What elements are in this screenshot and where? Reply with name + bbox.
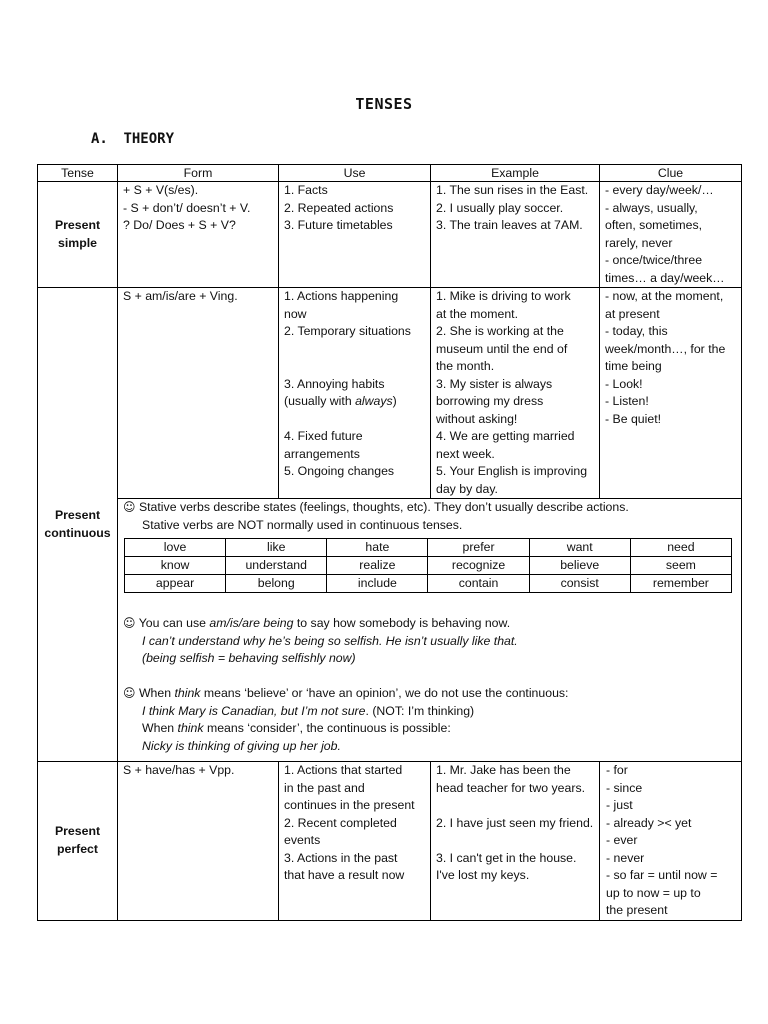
verb-cell: understand [226,557,327,575]
verbs-row [125,539,732,557]
verb-cell: like [226,539,327,557]
form-present-simple: + S + V(s/es). - S + don’t/ doesn’t + V. ? Do/ Does + S + V? [118,182,279,288]
section-heading [91,131,174,147]
header-form: Form [118,165,279,182]
verb-cell: love [125,539,226,557]
verb-cell: realize [327,557,428,575]
page-title: TENSES [355,95,413,113]
section-label: THEORY [123,131,175,147]
form-present-continuous: S + am/is/are + Ving. [118,288,279,499]
being-note: ☺ You can use am/is/are being to say how somebody is behaving now. [123,616,511,630]
verbs-row [125,557,732,575]
verb-cell: remember [630,575,731,593]
example-present-simple: 1. The sun rises in the East. 2. I usually play soccer. 3. The train leaves at 7AM. [431,182,600,288]
verb-cell: contain [428,575,529,593]
header-example: Example [431,165,600,182]
verb-cell: appear [125,575,226,593]
think-note: ☺ When think means ‘believe’ or ‘have an opinion’, we do not use the continuous: [123,686,569,700]
verb-cell: prefer [428,539,529,557]
verb-cell: hate [327,539,428,557]
use-present-continuous: 1. Actions happening now 2. Temporary situations 3. Annoying habits (usually with always) 4. Fixed future arrangements 5. Ongoing changes [279,288,431,499]
smiley-icon: ☺ [123,616,136,630]
tenses-table [37,164,742,921]
tense-present-perfect: Present perfect [38,762,118,921]
clue-present-perfect: - for - since - just - already >< yet - ever - never - so far = until now = up to now = up to the present [600,762,742,921]
verb-cell: consist [529,575,630,593]
stative-verbs-notes: ☺ Stative verbs describe states (feelings, thoughts, etc). They don’t usually describe actions. Stative verbs are NOT normally used in continuous tenses. love like hate prefer want need know understand realize recognize believe seem appear belong include contain consist remember ☺ You can use am/is/are being to say how somebody is behaving now. I can’t understand why he’s being so selfish. He isn’t usually like that. (being selfish = behaving selfishly now) ☺ When think means ‘believe’ or ‘have an opinion’, we do not use the continuous: I think Mary is Canadian, but I’m not sure. (NOT: I’m thinking) When think means ‘consider’, the continuous is possible: Nicky is thinking of giving up her job. [118,499,742,762]
row-present-perfect [38,762,742,921]
row-present-continuous [38,288,742,499]
row-present-continuous-notes [38,499,742,762]
form-present-perfect: S + have/has + Vpp. [118,762,279,921]
verbs-row [125,575,732,593]
clue-present-continuous: - now, at the moment, at present - today, this week/month…, for the time being - Look! - Listen! - Be quiet! [600,288,742,499]
verb-cell: need [630,539,731,557]
row-present-simple [38,182,742,288]
verb-cell: belong [226,575,327,593]
verb-cell: seem [630,557,731,575]
tense-present-simple: Present simple [38,182,118,288]
section-number: A. [91,131,108,147]
stative-note-1: ☺ Stative verbs describe states (feelings, thoughts, etc). They don’t usually describe actions. [123,500,629,514]
header-tense: Tense [38,165,118,182]
use-present-simple: 1. Facts 2. Repeated actions 3. Future timetables [279,182,431,288]
header-clue: Clue [600,165,742,182]
verb-cell: know [125,557,226,575]
header-row [38,165,742,182]
stative-verbs-table [124,538,732,593]
smiley-icon: ☺ [123,500,136,514]
use-present-perfect: 1. Actions that started in the past and continues in the present 2. Recent completed events 3. Actions in the past that have a result now [279,762,431,921]
verb-cell: want [529,539,630,557]
smiley-icon: ☺ [123,686,136,700]
example-present-perfect: 1. Mr. Jake has been the head teacher for two years. 2. I have just seen my friend. 3. I can't get in the house. I've lost my keys. [431,762,600,921]
clue-present-simple: - every day/week/… - always, usually, often, sometimes, rarely, never - once/twice/three times… a day/week… [600,182,742,288]
example-present-continuous: 1. Mike is driving to work at the moment. 2. She is working at the museum until the end of the month. 3. My sister is always borrowing my dress without asking! 4. We are getting married next week. 5. Your English is improving day by day. [431,288,600,499]
verb-cell: believe [529,557,630,575]
tense-present-continuous: Present continuous [38,288,118,762]
header-use: Use [279,165,431,182]
verb-cell: include [327,575,428,593]
verb-cell: recognize [428,557,529,575]
